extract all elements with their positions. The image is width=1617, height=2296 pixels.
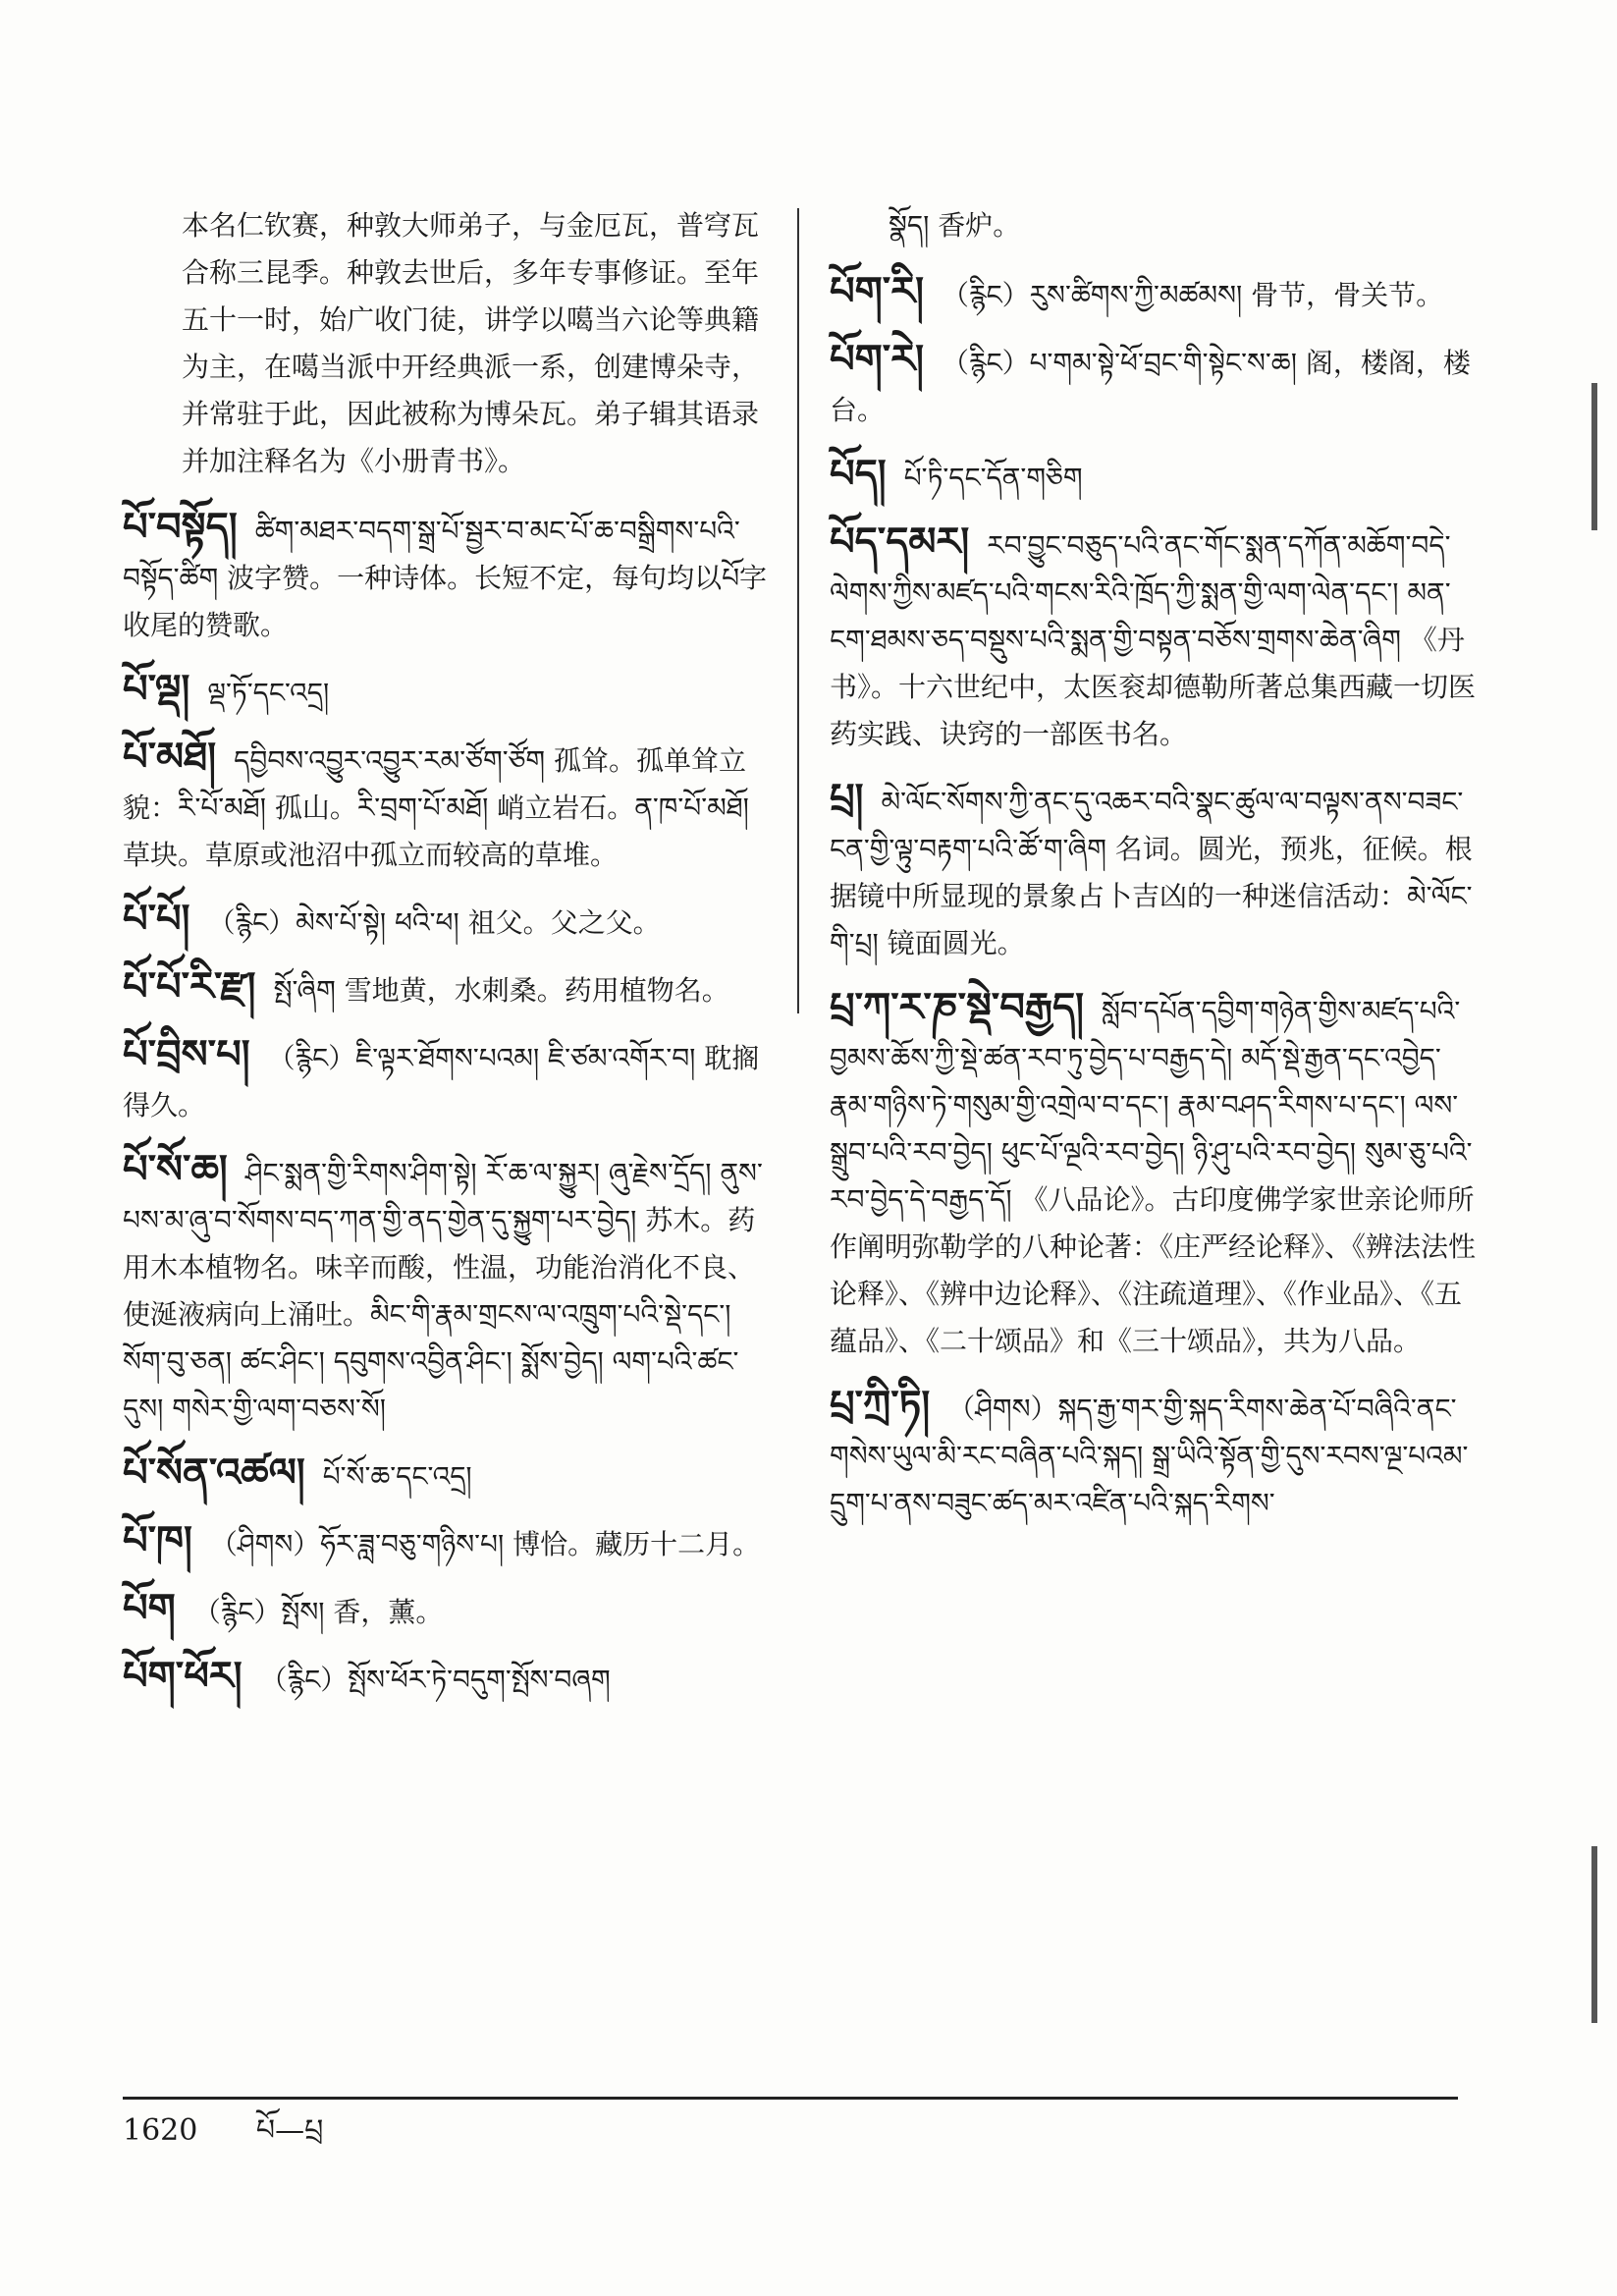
dictionary-entry <box>830 448 1478 502</box>
entry-headword: པོད། <box>830 451 887 497</box>
dictionary-entry <box>123 893 771 947</box>
page-number: 1620 <box>123 2113 198 2148</box>
right-column <box>830 187 1478 1541</box>
entry-definition: མེ་ལོང་སོགས་ཀྱི་ནང་དུ་འཆར་བའི་སྣང་ཚུལ་ལ་བལྟས་ནས་བཟང་ངན་གྱི་ལྟུ་བརྟག་པའི་ཚོ་ག་ཞིག 名词。圆光，预兆，征候。根据镜中所显现的景象占卜吉凶的一种迷信活动：མེ་ལོང་གི་པྲ། 镜面圆光。 <box>830 786 1473 959</box>
left-entries <box>123 501 771 1704</box>
entry-definition: （ཤིགས）ཧོར་ཟླ་བཅུ་གཉིས་པ། 博恰。藏历十二月。 <box>209 1528 761 1560</box>
entry-headword: པྲ་ཀྲི་ཏི། <box>830 1382 931 1428</box>
page-edge-mark <box>1591 383 1597 530</box>
dictionary-entry <box>830 265 1478 319</box>
entry-headword: པྲ། <box>830 775 864 821</box>
entry-definition: （ཤིགས）སྐད་རྒྱ་གར་གྱི་སྐད་རིགས་ཆེན་པོ་བཞིའི་ནང་གསེས་ཡུལ་མི་རང་བཞིན་པའི་སྐད། སྒྲ་ཡིའི་སྟོན་གྱི་དུས་རབས་ལྔ་པའམ་དྲུག་པ་ནས་བཟུང་ཚད་མར་འཛིན་པའི་སྐད་རིགས་ <box>830 1393 1469 1519</box>
continuation-text: སྣོད། 香炉。 <box>889 209 1021 242</box>
entry-definition: དབྱིབས་འབྱུར་འབྱུར་རམ་ཙོག་ཙོག 孤耸。孤单耸立貌：རི་པོ་མཐོ། 孤山。རི་བྲག་པོ་མཐོ། 峭立岩石。ན་ཁ་པོ་མཐོ། 草块。草原或池沼中孤立而较高的草堆。 <box>123 744 749 871</box>
entry-definition: རབ་བྱུང་བཅུད་པའི་ནང་གོང་སྨན་དཀོན་མཆོག་བདེ་ལེགས་ཀྱིས་མཛད་པའི་གངས་རིའི་ཁྲོད་ཀྱི་སྨན་གྱི་ལག་ལེན་དང་། མན་ངག་ཐམས་ཅད་བསྡུས་པའི་སྨན་གྱི་བསྟན་བཅོས་གྲགས་ཆེན་ཞིག 《丹书》。十六世纪中，太医衮却德勒所著总集西藏一切医药实践、诀窍的一部医书名。 <box>830 529 1477 750</box>
entry-headword: པོ་བྲིས་པ། <box>123 1031 250 1077</box>
dictionary-entry <box>123 1650 771 1704</box>
dictionary-entry <box>123 731 771 879</box>
entry-headword: པོ་བསྟོད། <box>123 504 238 550</box>
entry-headword: པོག <box>123 1585 176 1631</box>
dictionary-entry <box>830 1379 1478 1527</box>
entry-definition: སློབ་དཔོན་དབྱིག་གཉེན་གྱིས་མཛད་པའི་བྱམས་ཆོས་ཀྱི་སྡེ་ཚན་རབ་ཏུ་བྱེད་པ་བརྒྱད་དེ། མདོ་སྡེ་རྒྱན་དང་འབྱེད་རྣམ་གཉིས་ཏེ་གསུམ་གྱི་འགྲེལ་བ་དང་། རྣམ་བཤད་རིགས་པ་དང་། ལས་སྒྲུབ་པའི་རབ་བྱེད། ཕུང་པོ་ལྔའི་རབ་བྱེད། ཉི་ཤུ་པའི་རབ་བྱེད། སུམ་ཅུ་པའི་རབ་བྱེད་དེ་བརྒྱད་དོ། 《八品论》。古印度佛学家世亲论师所作阐明弥勒学的八种论著：《庄严经论释》、《辨法法性论释》、《辨中边论释》、《注疏道理》、《作业品》、《五蕴品》、《二十颂品》和《三十颂品》，共为八品。 <box>830 995 1477 1357</box>
entry-headword: པོ་ཁ། <box>123 1517 192 1563</box>
entry-definition: ཤིང་སྨན་གྱི་རིགས་ཤིག་སྟེ། རོ་ཆ་ལ་སྐྱུར། ཞུ་རྗེས་དྲོད། ནུས་པས་མ་ཞུ་བ་སོགས་བད་ཀན་གྱི་ནད་གྱེན་དུ་སྐྱུག་པར་བྱེད། 苏木。药用木本植物名。味辛而酸，性温，功能治消化不良、使涎液病向上涌吐。མིང་གི་རྣམ་གྲངས་ལ་འཁྲུག་པའི་སྡེ་དང་། སོག་བུ་ཅན། ཚང་ཤིང་། དབུགས་འབྱིན་ཤིང་། སྨོས་བྱེད། ལག་པའི་ཚང་དུས། གསེར་གྱི་ལག་བཅས་སོ། <box>123 1157 763 1425</box>
entry-headword: པོ་མཐོ། <box>123 734 217 780</box>
entry-definition: པོ་སོ་ཆ་དང་འདྲ། <box>322 1460 472 1493</box>
entry-headword: པོག་ཕོར། <box>123 1653 243 1699</box>
column-divider <box>797 208 799 1013</box>
right-entries <box>830 265 1478 1527</box>
page-range: པོ—པྲ <box>255 2113 324 2148</box>
entry-headword: པོ་སོ་ཆ། <box>123 1146 228 1192</box>
entry-definition: （རྙིང）སྤོས། 香，薰。 <box>192 1596 444 1628</box>
dictionary-entry <box>830 333 1478 434</box>
dictionary-entry <box>830 981 1478 1365</box>
entry-definition: སྤོ་ཞིག 雪地黄，水刺桑。药用植物名。 <box>273 974 729 1007</box>
entry-definition: （རྙིང）པ་གམ་སྟེ་ཕོ་བྲང་གི་སྟེང་ས་ཆ། 阁，楼阁，楼台。 <box>830 347 1471 426</box>
entry-definition: ལྡ་ཏོ་དང་འདྲ། <box>207 677 330 709</box>
dictionary-entry <box>123 1028 771 1129</box>
entry-headword: པོ་ལྡ། <box>123 666 190 712</box>
left-column <box>123 187 771 1718</box>
entry-headword: པོ་པོ་རི་རྫ། <box>123 963 256 1010</box>
dictionary-entry <box>123 1447 771 1501</box>
entry-definition: པོ་ཏི་དང་དོན་གཅིག <box>903 462 1083 494</box>
entry-headword: པོ་པོ། <box>123 896 190 942</box>
dictionary-entry <box>123 663 771 717</box>
entry-headword: པོག་རེ། <box>830 336 924 382</box>
entry-headword: པོད་དམར། <box>830 519 970 565</box>
entry-definition: ཚིག་མཐར་བདག་སྒྲ་པོ་སྦྱར་བ་མང་པོ་ཆ་བསྒྲིགས་པའི་བསྟོད་ཚིག 波字赞。一种诗体。长短不定，每句均以པོ字收尾的赞歌。 <box>123 515 768 641</box>
entry-definition: （རྙིང）རུས་ཚིགས་ཀྱི་མཚམས། 骨节，骨关节。 <box>942 279 1444 311</box>
entry-definition: （རྙིང）སྤོས་ཕོར་ཏེ་བདུག་སྤོས་བཞག <box>259 1664 611 1696</box>
dictionary-entry <box>830 772 1478 967</box>
left-continuation <box>123 202 771 485</box>
dictionary-entry <box>123 1514 771 1568</box>
dictionary-entry <box>123 960 771 1014</box>
entry-headword: པོག་རི། <box>830 268 924 314</box>
continuation-text: 本名仁钦赛，种敦大师弟子，与金厄瓦，普穹瓦合称三昆季。种敦去世后，多年专事修证。至年五十一时，始广收门徒，讲学以噶当六论等典籍为主，在噶当派中开经典派一系，创建博朵寺，并常驻于此，因此被称为博朵瓦。弟子辑其语录并加注释名为《小册青书》。 <box>182 209 760 477</box>
entry-definition: （རྙིང）མེས་པོ་སྟེ། ཕའི་ཕ། 祖父。父之父。 <box>207 906 661 939</box>
dictionary-entry <box>830 516 1478 758</box>
dictionary-entry <box>123 1582 771 1636</box>
dictionary-entry <box>123 501 771 649</box>
page-edge-mark <box>1591 1846 1597 2023</box>
dictionary-entry <box>123 1143 771 1433</box>
footer-rule <box>123 2097 1458 2100</box>
right-continuation <box>830 202 1478 249</box>
entry-headword: པོ་སོན་འཚལ། <box>123 1449 305 1496</box>
entry-headword: པྲ་ཀ་ར་ཎ་སྡེ་བརྒྱད། <box>830 984 1085 1030</box>
page-footer <box>123 2111 372 2151</box>
entry-definition: （རྙིང）ཇི་ལྟར་ཐོགས་པའམ། ཇི་ཙམ་འགོར་བ། 耽搁得久。 <box>123 1042 760 1121</box>
